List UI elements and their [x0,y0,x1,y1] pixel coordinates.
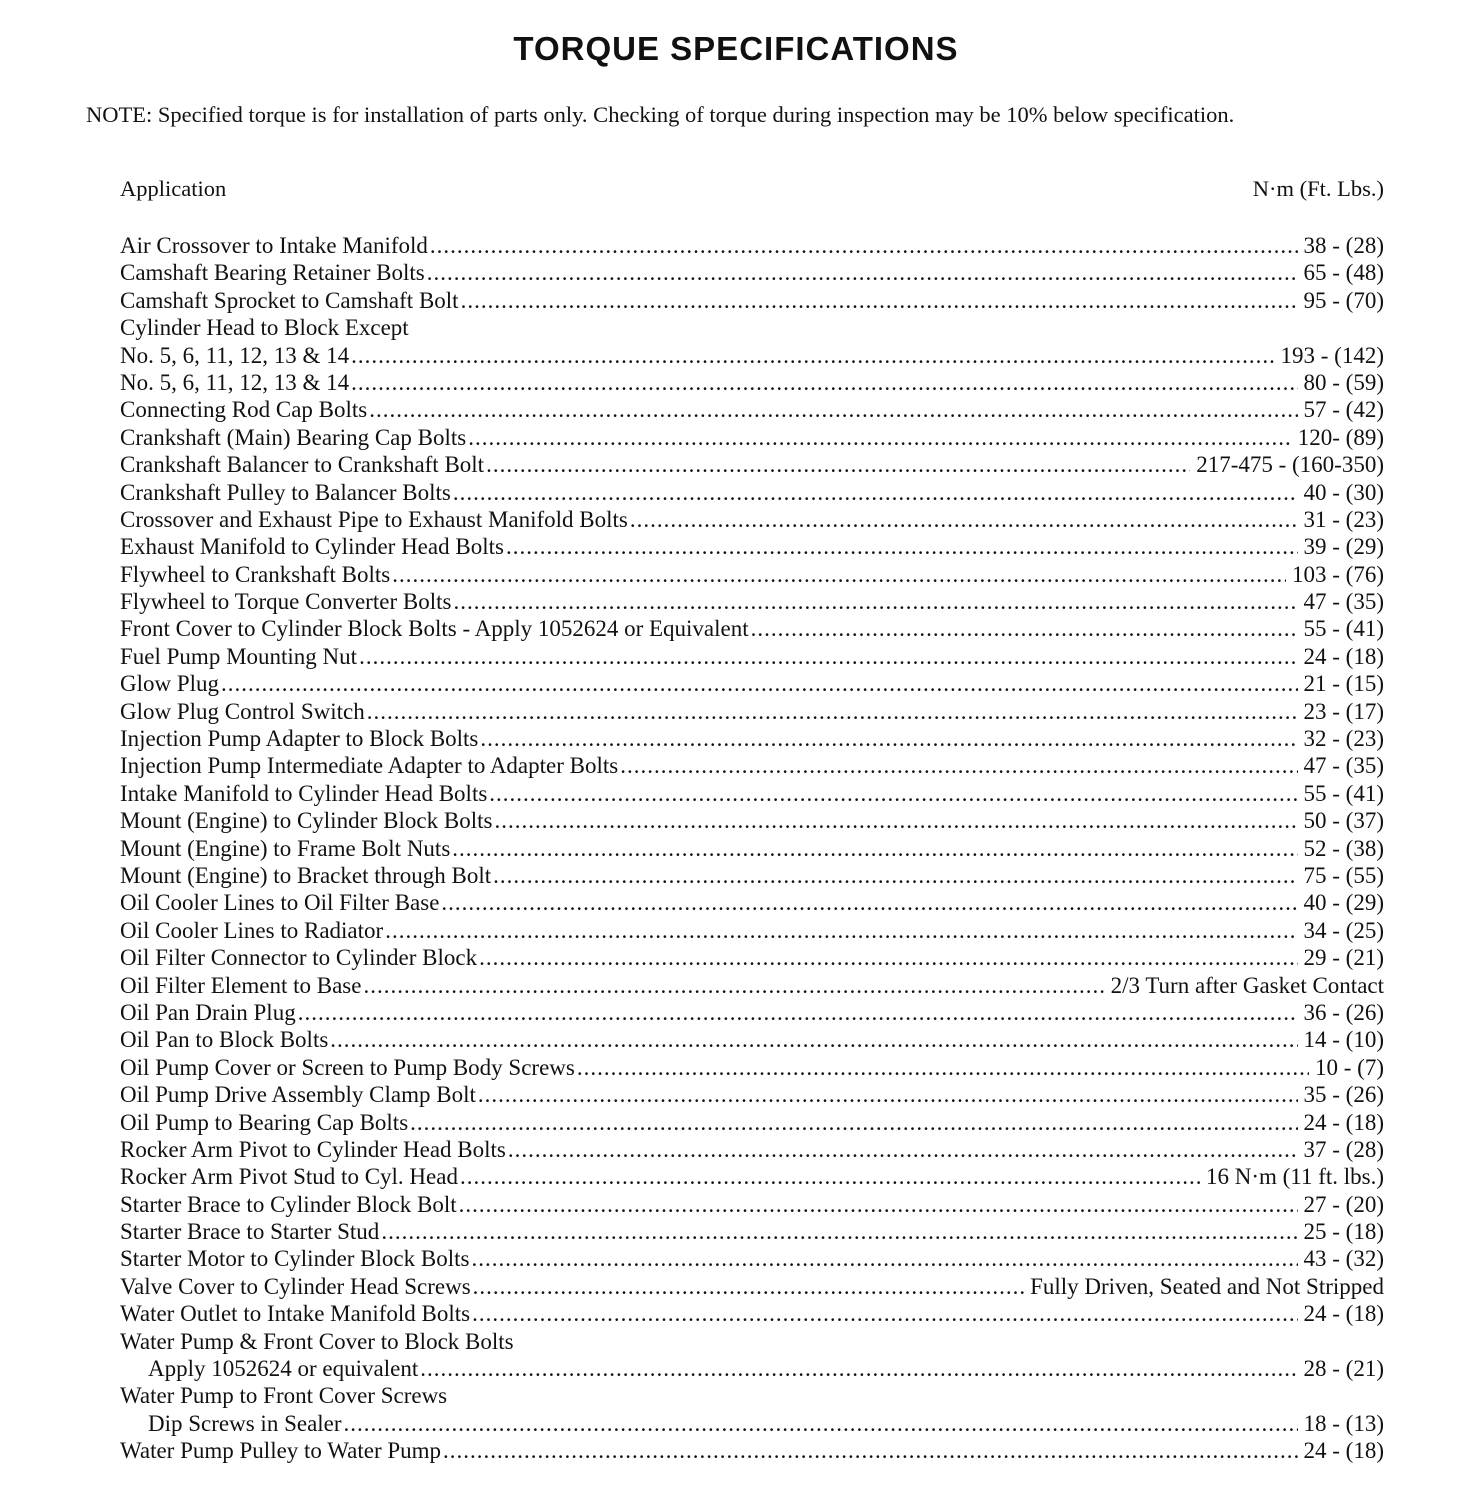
spec-application: Injection Pump Intermediate Adapter to Adapter Bolts [120,753,619,779]
spec-torque-value: 39 - (29) [1303,534,1384,560]
dot-leader [420,1355,1297,1382]
spec-application: Oil Pump Drive Assembly Clamp Bolt [120,1082,476,1108]
spec-row [120,1136,1384,1163]
spec-application: Oil Cooler Lines to Radiator [120,917,384,943]
spec-application: Mount (Engine) to Cylinder Block Bolts [120,808,493,834]
dot-leader [221,670,1297,697]
spec-torque-value: 31 - (23) [1303,506,1384,532]
spec-application: Crankshaft Balancer to Crankshaft Bolt [120,452,485,478]
dot-leader [452,835,1297,862]
spec-torque-value: 52 - (38) [1303,835,1384,861]
dot-leader [620,752,1297,779]
spec-row [120,944,1384,971]
spec-row [120,1191,1384,1218]
spec-application: Camshaft Bearing Retainer Bolts [120,260,425,286]
spec-application: No. 5, 6, 11, 12, 13 & 14 [120,369,350,395]
spec-row [120,807,1384,834]
spec-row [120,533,1384,560]
spec-torque-value: 55 - (41) [1303,616,1384,642]
spec-application: Apply 1052624 or equivalent [148,1356,419,1382]
dot-leader [630,506,1298,533]
spec-torque-value: 29 - (21) [1303,945,1384,971]
dot-leader [369,396,1297,423]
spec-application: Glow Plug Control Switch [120,698,365,724]
spec-application: No. 5, 6, 11, 12, 13 & 14 [120,342,350,368]
spec-torque-value: 16 N·m (11 ft. lbs.) [1205,1164,1384,1190]
dot-leader [430,232,1298,259]
spec-application: Oil Filter Element to Base [120,972,362,998]
spec-application: Crossover and Exhaust Pipe to Exhaust Manifold Bolts [120,506,628,532]
dot-leader [441,889,1297,916]
spec-application: Water Pump & Front Cover to Block Bolts [120,1328,514,1354]
spec-row [120,643,1384,670]
dot-leader [486,451,1190,478]
spec-torque-value: Fully Driven, Seated and Not Stripped [1030,1273,1384,1299]
spec-row [120,889,1384,916]
dot-leader [359,643,1297,670]
spec-row [120,835,1384,862]
spec-torque-value: 75 - (55) [1303,862,1384,888]
dot-leader [427,259,1298,286]
dot-leader [468,424,1292,451]
spec-torque-value: 27 - (20) [1303,1191,1384,1217]
dot-leader [751,615,1298,642]
spec-torque-value: 23 - (17) [1303,698,1384,724]
spec-application: Oil Pump Cover or Screen to Pump Body Screws [120,1054,575,1080]
spec-torque-value: 38 - (28) [1303,233,1384,258]
spec-row [120,999,1384,1026]
spec-torque-value: 47 - (35) [1303,753,1384,779]
spec-row [120,670,1384,697]
spec-torque-value: 37 - (28) [1303,1136,1384,1162]
spec-application: Flywheel to Torque Converter Bolts [120,589,452,615]
spec-row [120,917,1384,944]
spec-row [120,1245,1384,1272]
spec-row [120,862,1384,889]
spec-application: Flywheel to Crankshaft Bolts [120,561,391,587]
spec-application: Cylinder Head to Block Except [120,315,409,341]
dot-leader [392,561,1286,588]
spec-application: Oil Pan to Block Bolts [120,1027,329,1053]
spec-torque-value: 120- (89) [1297,424,1384,450]
spec-torque-value: 24 - (18) [1303,643,1384,669]
spec-application: Water Outlet to Intake Manifold Bolts [120,1301,471,1327]
spec-torque-value: 25 - (18) [1303,1219,1384,1245]
spec-row [120,396,1384,423]
spec-torque-value: 50 - (37) [1303,808,1384,834]
spec-torque-value: 47 - (35) [1303,589,1384,615]
spec-row [120,698,1384,725]
column-header-application: Application [120,176,227,201]
spec-application: Crankshaft Pulley to Balancer Bolts [120,479,451,505]
spec-torque-value: 217-475 - (160-350) [1196,452,1384,478]
dot-leader [493,862,1297,889]
spec-row [120,1355,1384,1382]
spec-torque-value: 103 - (76) [1292,561,1384,587]
dot-leader [478,1081,1298,1108]
spec-application: Oil Pan Drain Plug [120,999,296,1025]
spec-application: Oil Cooler Lines to Oil Filter Base [120,890,440,916]
spec-torque-value: 24 - (18) [1303,1301,1384,1327]
dot-leader [508,1136,1298,1163]
spec-row [120,232,1384,259]
dot-leader [453,588,1297,615]
spec-application: Rocker Arm Pivot to Cylinder Head Bolts [120,1136,506,1162]
spec-torque-value: 14 - (10) [1303,1027,1384,1053]
spec-row [120,1410,1384,1437]
dot-leader [460,1163,1200,1190]
dot-leader [367,698,1298,725]
spec-torque-value: 32 - (23) [1303,726,1384,752]
dot-leader [494,807,1297,834]
spec-torque-value: 80 - (59) [1303,369,1384,395]
spec-application: Mount (Engine) to Bracket through Bolt [120,862,492,888]
spec-row [120,1273,1384,1300]
dot-leader [461,287,1298,314]
spec-row [120,479,1384,506]
dot-leader [459,1191,1298,1218]
spec-row [120,1328,1384,1355]
dot-leader [363,972,1104,999]
dot-leader [410,1109,1297,1136]
spec-row [120,1300,1384,1327]
torque-spec-list [120,232,1384,1465]
spec-application: Starter Brace to Cylinder Block Bolt [120,1191,457,1217]
spec-row [120,1109,1384,1136]
spec-application: Air Crossover to Intake Manifold [120,233,428,258]
spec-application: Glow Plug [120,671,220,697]
spec-row [120,424,1384,451]
spec-row [120,1163,1384,1190]
spec-torque-value: 34 - (25) [1303,917,1384,943]
spec-torque-value: 24 - (18) [1303,1438,1384,1464]
spec-torque-value: 28 - (21) [1303,1356,1384,1382]
dot-leader [330,1026,1297,1053]
spec-application: Water Pump to Front Cover Screws [120,1383,448,1409]
spec-row [120,780,1384,807]
spec-row [120,1081,1384,1108]
spec-torque-value: 193 - (142) [1280,342,1384,368]
spec-row [120,752,1384,779]
note-paragraph: NOTE: Specified torque is for installation of parts only. Checking of torque during inspection may be 10% below specification. [86,102,1235,127]
spec-application: Connecting Rod Cap Bolts [120,397,368,423]
spec-torque-value: 55 - (41) [1303,780,1384,806]
dot-leader [506,533,1298,560]
spec-row [120,259,1384,286]
spec-application: Crankshaft (Main) Bearing Cap Bolts [120,424,467,450]
spec-row [120,561,1384,588]
spec-torque-value: 40 - (30) [1303,479,1384,505]
spec-application: Water Pump Pulley to Water Pump [120,1438,442,1464]
spec-application: Exhaust Manifold to Cylinder Head Bolts [120,534,504,560]
spec-row [120,615,1384,642]
dot-leader [471,1245,1297,1272]
spec-row [120,588,1384,615]
spec-application: Starter Motor to Cylinder Block Bolts [120,1246,470,1272]
spec-application: Camshaft Sprocket to Camshaft Bolt [120,287,459,313]
spec-row [120,314,1384,341]
dot-leader [344,1410,1298,1437]
spec-torque-value: 95 - (70) [1303,287,1384,313]
spec-application: Rocker Arm Pivot Stud to Cyl. Head [120,1164,458,1190]
spec-row [120,1437,1384,1464]
spec-row [120,1026,1384,1053]
spec-torque-value: 57 - (42) [1303,397,1384,423]
spec-row [120,287,1384,314]
dot-leader [443,1437,1297,1464]
spec-torque-value: 36 - (26) [1303,999,1384,1025]
spec-row [120,369,1384,396]
dot-leader [473,1273,1024,1300]
spec-application: Mount (Engine) to Frame Bolt Nuts [120,835,451,861]
spec-torque-value: 40 - (29) [1303,890,1384,916]
spec-application: Injection Pump Adapter to Block Bolts [120,726,479,752]
spec-application: Intake Manifold to Cylinder Head Bolts [120,780,488,806]
dot-leader [298,999,1298,1026]
dot-leader [351,342,1274,369]
dot-leader [489,780,1297,807]
spec-application: Dip Screws in Sealer [148,1410,342,1436]
spec-row [120,1054,1384,1081]
spec-application: Oil Filter Connector to Cylinder Block [120,945,478,971]
spec-application: Starter Brace to Starter Stud [120,1219,380,1245]
spec-application: Oil Pump to Bearing Cap Bolts [120,1109,409,1135]
spec-torque-value: 10 - (7) [1315,1054,1384,1080]
dot-leader [351,369,1297,396]
dot-leader [381,1218,1297,1245]
dot-leader [577,1054,1309,1081]
spec-torque-value: 21 - (15) [1303,671,1384,697]
spec-application: Fuel Pump Mounting Nut [120,643,358,669]
page-title: TORQUE SPECIFICATIONS [513,30,959,67]
spec-application: Front Cover to Cylinder Block Bolts - Apply 1052624 or Equivalent [120,616,749,642]
column-header-torque: N·m (Ft. Lbs.) [1252,176,1384,201]
spec-row [120,725,1384,752]
dot-leader [479,944,1297,971]
spec-row [120,506,1384,533]
spec-torque-value: 2/3 Turn after Gasket Contact [1110,972,1384,998]
spec-application: Valve Cover to Cylinder Head Screws [120,1273,471,1299]
dot-leader [480,725,1297,752]
spec-row [120,342,1384,369]
spec-torque-value: 65 - (48) [1303,260,1384,286]
spec-torque-value: 35 - (26) [1303,1082,1384,1108]
dot-leader [385,917,1297,944]
spec-row [120,972,1384,999]
spec-row [120,1218,1384,1245]
spec-torque-value: 24 - (18) [1303,1109,1384,1135]
spec-row [120,1382,1384,1409]
spec-torque-value: 18 - (13) [1303,1410,1384,1436]
dot-leader [472,1300,1297,1327]
dot-leader [453,479,1298,506]
spec-torque-value: 43 - (32) [1303,1246,1384,1272]
spec-row [120,451,1384,478]
